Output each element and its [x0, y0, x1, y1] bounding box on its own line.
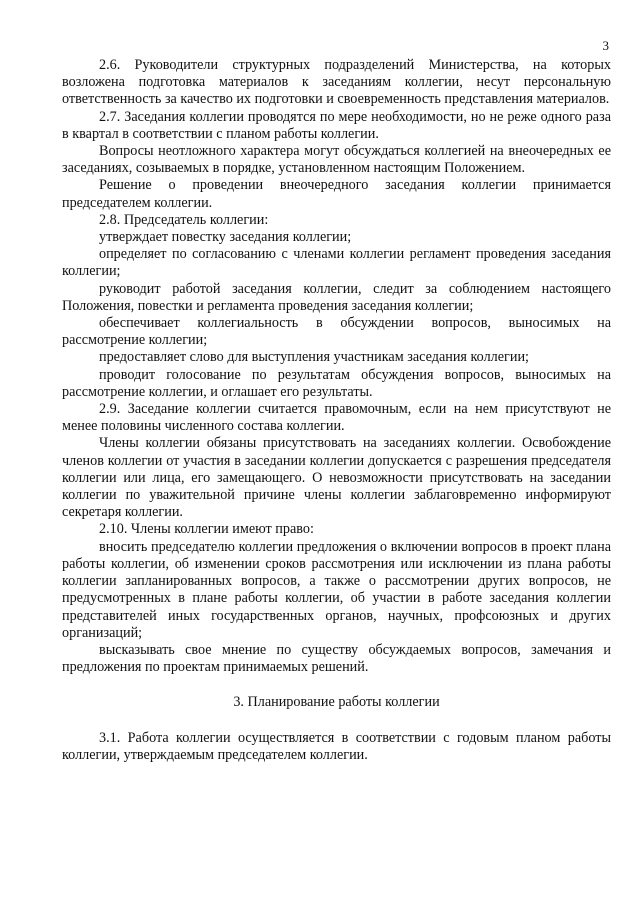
paragraph-2-6: 2.6. Руководители структурных подразделений Министерства, на которых возложена подготовка материалов к заседаниям коллегии, несут персональную ответственность за качество их подготовки и своевременность представления материалов.	[62, 57, 611, 108]
list-item-manage: руководит работой заседания коллегии, следит за соблюдением настоящего Положения, повестки и регламента проведения заседания коллегии;	[62, 280, 611, 314]
list-item-collegiality: обеспечивает коллегиальность в обсуждении вопросов, выносимых на рассмотрение коллегии;	[62, 315, 611, 349]
page-number: 3	[602, 38, 609, 53]
section-heading: 3. Планирование работы коллегии	[233, 694, 440, 711]
paragraph-urgent-issues: Вопросы неотложного характера могут обсуждаться коллегией на внеочередных ее заседаниях, созываемых в порядке, установленном настоящим Положением.	[62, 143, 611, 177]
list-item-opinion: высказывать свое мнение по существу обсуждаемых вопросов, замечания и предложения по проектам принимаемых решений.	[62, 641, 611, 676]
list-item-voting: проводит голосование по результатам обсуждения вопросов, выносимых на рассмотрение коллегии, и оглашает его результаты.	[62, 366, 611, 400]
paragraph-2-9: 2.9. Заседание коллегии считается правомочным, если на нем присутствуют не менее половины численного состава коллегии.	[62, 401, 611, 435]
list-item-proposals: вносить председателю коллегии предложения о включении вопросов в проект плана работы коллегии, об изменении сроков рассмотрения или исключении из плана работы коллегии запланированных вопросов, а также о рассмотрении других вопросов, не предусмотренных в плане работы коллегии, об участии в работе заседания коллегии представителей иных государственных органов, научных, профсоюзных и других организаций;	[62, 538, 611, 641]
paragraph-2-8: 2.8. Председатель коллегии:	[99, 211, 269, 228]
paragraph-attendance: Члены коллегии обязаны присутствовать на заседаниях коллегии. Освобождение членов коллегии от участия в заседании коллегии допускается с разрешения председателя коллегии или лица, его замещающего. О невозможности присутствовать на заседании коллегии по уважительной причине члены коллегии заблаговременно информируют секретаря коллегии.	[62, 435, 611, 521]
list-item-agenda: утверждает повестку заседания коллегии;	[99, 229, 352, 246]
paragraph-2-7: 2.7. Заседания коллегии проводятся по мере необходимости, но не реже одного раза в квартал в соответствии с планом работы коллегии.	[62, 108, 611, 142]
paragraph-2-10: 2.10. Члены коллегии имеют право:	[99, 521, 314, 538]
paragraph-3-1: 3.1. Работа коллегии осуществляется в соответствии с годовым планом работы коллегии, утверждаемым председателем коллегии.	[62, 729, 611, 763]
document-body	[62, 57, 611, 764]
list-item-regulation: определяет по согласованию с членами коллегии регламент проведения заседания коллегии;	[62, 246, 611, 280]
paragraph-extraordinary-decision: Решение о проведении внеочередного заседания коллегии принимается председателем коллегии.	[62, 177, 611, 211]
list-item-floor: предоставляет слово для выступления участникам заседания коллегии;	[99, 349, 529, 366]
